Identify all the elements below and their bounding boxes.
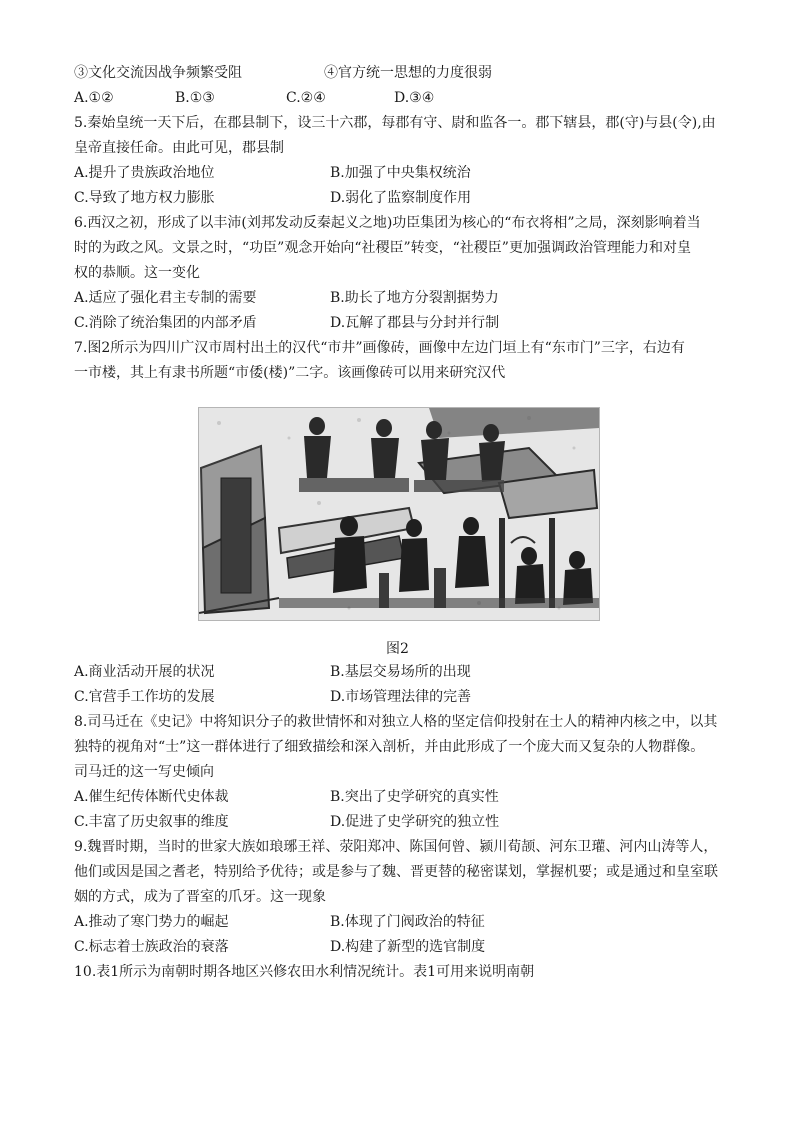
q6-option-a[interactable]: A.适应了强化君主专制的需要	[74, 290, 257, 306]
relief-illustration	[199, 408, 599, 620]
q4-option-d[interactable]: D.③④	[394, 90, 435, 106]
q8-option-d[interactable]: D.促进了史学研究的独立性	[330, 814, 500, 830]
q4-options	[74, 88, 474, 108]
q6-stem-line-1: 6.西汉之初，形成了以丰沛(刘邦发动反秦起义之地)功臣集团为核心的“布衣将相”之局，深刻影响着当	[74, 215, 701, 231]
q8-option-b[interactable]: B.突出了史学研究的真实性	[330, 789, 499, 805]
q6-stem-line-3: 权的恭顺。这一变化	[74, 265, 200, 281]
q9-option-c[interactable]: C.标志着士族政治的衰落	[74, 939, 229, 955]
q4-statement-4: ④官方统一思想的力度很弱	[324, 65, 492, 81]
q7-options-row-2	[74, 687, 714, 707]
q4-option-a[interactable]: A.①②	[74, 90, 114, 106]
q5-option-b[interactable]: B.加强了中央集权统治	[330, 165, 471, 181]
q7-options-row-1	[74, 662, 714, 682]
q6-option-c[interactable]: C.消除了统治集团的内部矛盾	[74, 315, 257, 331]
figure-caption: 图2	[386, 641, 409, 657]
q10-stem-line-1: 10.表1所示为南朝时期各地区兴修农田水利情况统计。表1可用来说明南朝	[74, 964, 535, 980]
q7-option-a[interactable]: A.商业活动开展的状况	[74, 664, 215, 680]
q7-option-c[interactable]: C.官营手工作坊的发展	[74, 689, 215, 705]
q6-option-b[interactable]: B.助长了地方分裂割据势力	[330, 290, 499, 306]
q7-option-b[interactable]: B.基层交易场所的出现	[330, 664, 471, 680]
q9-stem-line-2: 他们或因是国之耆老，特别给予优待；或是参与了魏、晋更替的秘密谋划，掌握机要；或是通过和皇室联	[74, 864, 718, 880]
q4-statement-3: ③文化交流因战争频繁受阻	[74, 65, 242, 81]
q8-stem-line-1: 8.司马迁在《史记》中将知识分子的救世情怀和对独立人格的坚定信仰投射在士人的精神内核之中，以其	[74, 714, 718, 730]
q8-option-c[interactable]: C.丰富了历史叙事的维度	[74, 814, 229, 830]
q8-stem-line-3: 司马迁的这一写史倾向	[74, 764, 214, 780]
q5-stem-line-1: 5.秦始皇统一天下后，在郡县制下，设三十六郡，每郡有守、尉和监各一。郡下辖县，郡(守)与县(令),由	[74, 115, 716, 131]
q9-options-row-2	[74, 937, 714, 957]
q5-options-row-2	[74, 188, 714, 208]
q8-options-row-1	[74, 787, 714, 807]
market-brick-relief-image	[198, 407, 600, 621]
q5-option-a[interactable]: A.提升了贵族政治地位	[74, 165, 215, 181]
q4-statements	[74, 63, 492, 83]
q9-stem-line-1: 9.魏晋时期，当时的世家大族如琅琊王祥、荥阳郑冲、陈国何曾、颍川荀颉、河东卫瓘、河内山涛等人，	[74, 839, 718, 855]
q7-stem-line-2: 一市楼，其上有隶书所题“市倭(楼)”二字。该画像砖可以用来研究汉代	[74, 365, 506, 381]
q6-option-d[interactable]: D.瓦解了郡县与分封并行制	[330, 315, 500, 331]
q8-options-row-2	[74, 812, 714, 832]
q4-option-b[interactable]: B.①③	[175, 90, 215, 106]
q8-stem-line-2: 独特的视角对“士”这一群体进行了细致描绘和深入剖析，并由此形成了一个庞大而又复杂的人物群像。	[74, 739, 705, 755]
q6-stem-line-2: 时的为政之风。文景之时，“功臣”观念开始向“社稷臣”转变，“社稷臣”更加强调政治管理能力和对皇	[74, 240, 691, 256]
q5-stem-line-2: 皇帝直接任命。由此可见，郡县制	[74, 140, 284, 156]
q9-option-d[interactable]: D.构建了新型的选官制度	[330, 939, 486, 955]
q5-option-c[interactable]: C.导致了地方权力膨胀	[74, 190, 215, 206]
q5-option-d[interactable]: D.弱化了监察制度作用	[330, 190, 472, 206]
q9-stem-line-3: 姻的方式，成为了晋室的爪牙。这一现象	[74, 889, 326, 905]
q9-options-row-1	[74, 912, 714, 932]
q6-options-row-1	[74, 288, 714, 308]
q6-options-row-2	[74, 313, 714, 333]
q9-option-a[interactable]: A.推动了寒门势力的崛起	[74, 914, 229, 930]
q4-option-c[interactable]: C.②④	[286, 90, 326, 106]
q9-option-b[interactable]: B.体现了门阀政治的特征	[330, 914, 485, 930]
q8-option-a[interactable]: A.催生纪传体断代史体裁	[74, 789, 229, 805]
q5-options-row-1	[74, 163, 714, 183]
q7-stem-line-1: 7.图2所示为四川广汉市周村出土的汉代“市井”画像砖，画像中左边门垣上有“东市门”三字，右边有	[74, 340, 685, 356]
q7-option-d[interactable]: D.市场管理法律的完善	[330, 689, 472, 705]
